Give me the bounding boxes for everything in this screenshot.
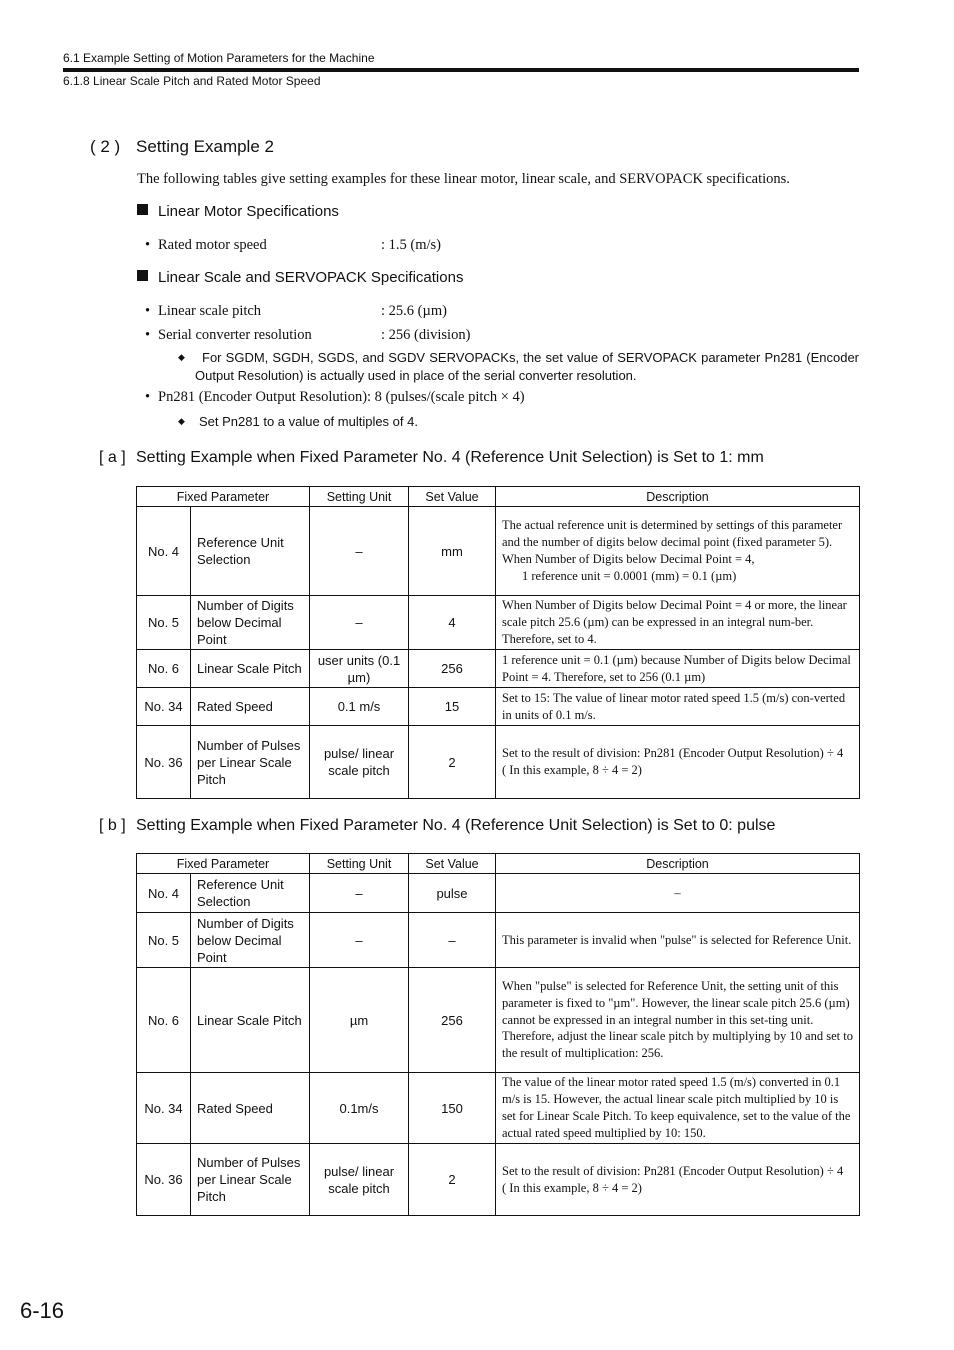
description-line: The actual reference unit is determined by settings of this parameter and the number of digits below decimal point (fixed parameter 5).: [502, 518, 843, 550]
description-cell: [496, 1144, 860, 1216]
spec-label: Serial converter resolution: [158, 327, 312, 343]
table-a-title: [99, 449, 764, 467]
description-cell: [496, 507, 860, 596]
motor-specs-heading-text: Linear Motor Specifications: [158, 203, 339, 220]
servopack-note: For SGDM, SGDH, SGDS, and SGDV SERVOPACKs, the set value of SERVOPACK parameter Pn281 (Encoder Output Resolution) is actually used in place of the serial converter resolution.: [195, 350, 859, 383]
table-row: [137, 726, 860, 799]
section-title: [90, 137, 274, 157]
spec-item-scale-pitch: [145, 303, 447, 320]
description-line: Set to the result of division: Pn281 (Encoder Output Resolution) ÷ 4: [502, 746, 844, 761]
param-number-cell: No. 36: [137, 726, 191, 799]
set-value-cell: –: [409, 913, 496, 968]
setting-unit-cell: user units (0.1 µm): [310, 650, 409, 688]
setting-unit-cell: –: [310, 507, 409, 596]
table-header-row: [137, 487, 860, 507]
running-header-section: 6.1 Example Setting of Motion Parameters for the Machine: [63, 51, 375, 65]
param-name-cell: Number of Pulses per Linear Scale Pitch: [191, 1144, 310, 1216]
table-row: [137, 1073, 860, 1144]
set-value-cell: 256: [409, 968, 496, 1073]
column-header-setting-unit: Setting Unit: [310, 854, 409, 874]
set-value-cell: 2: [409, 726, 496, 799]
header-rule: [63, 68, 859, 72]
spec-item-rated-speed: [145, 237, 441, 254]
spec-item-pn281: [145, 389, 525, 406]
description-line: –: [674, 885, 681, 900]
param-name-cell: Rated Speed: [191, 688, 310, 726]
description-line: This parameter is invalid when "pulse" is selected for Reference Unit.: [502, 932, 852, 947]
description-line: 1 reference unit = 0.0001 (mm) = 0.1 (µm): [522, 568, 737, 583]
description-cell: [496, 688, 860, 726]
column-header-fixed-parameter: Fixed Parameter: [137, 487, 310, 507]
spec-label: Rated motor speed: [158, 237, 267, 253]
description-cell: [496, 596, 860, 650]
page-number: 6-16: [20, 1298, 65, 1323]
setting-unit-cell: pulse/ linear scale pitch: [310, 726, 409, 799]
spec-value: : 256 (division): [381, 327, 471, 343]
param-name-cell: Reference Unit Selection: [191, 507, 310, 596]
table-b-label: [ b ]: [99, 817, 126, 834]
description-cell: [496, 650, 860, 688]
param-name-cell: Number of Digits below Decimal Point: [191, 596, 310, 650]
set-value-cell: mm: [409, 507, 496, 596]
description-line: 1 reference unit = 0.1 (µm) because Number of Digits below Decimal Point = 4. Therefore, set to 256 (0.1 µm): [502, 652, 851, 684]
running-header-subsection: 6.1.8 Linear Scale Pitch and Rated Motor Speed: [63, 74, 321, 88]
diamond-bullet-icon: ◆: [178, 352, 185, 362]
spec-value: : 25.6 (µm): [381, 303, 447, 319]
pn281-text: Pn281 (Encoder Output Resolution): 8 (pulses/(scale pitch × 4): [158, 389, 525, 405]
description-line: ( In this example, 8 ÷ 4 = 2): [502, 1180, 642, 1195]
column-header-set-value: Set Value: [409, 854, 496, 874]
param-number-cell: No. 4: [137, 507, 191, 596]
param-name-cell: Number of Digits below Decimal Point: [191, 913, 310, 968]
spec-value: : 1.5 (m/s): [381, 237, 442, 253]
setting-unit-cell: 0.1m/s: [310, 1073, 409, 1144]
table-row: [137, 968, 860, 1073]
set-value-cell: 15: [409, 688, 496, 726]
bullet-icon: •: [145, 389, 151, 405]
table-b: [136, 853, 860, 1216]
param-number-cell: No. 6: [137, 968, 191, 1073]
set-value-cell: 150: [409, 1073, 496, 1144]
scale-specs-heading: [137, 269, 463, 286]
table-a-label: [ a ]: [99, 449, 126, 466]
bullet-icon: •: [145, 303, 151, 319]
table-row: [137, 913, 860, 968]
setting-unit-cell: –: [310, 874, 409, 913]
description-line: When Number of Digits below Decimal Point = 4,: [502, 552, 755, 566]
description-cell: [496, 1073, 860, 1144]
spec-item-converter-resolution: [145, 327, 470, 344]
column-header-set-value: Set Value: [409, 487, 496, 507]
param-number-cell: No. 5: [137, 596, 191, 650]
scale-specs-heading-text: Linear Scale and SERVOPACK Specifications: [158, 269, 464, 286]
pn281-note: Set Pn281 to a value of multiples of 4.: [199, 414, 418, 429]
column-header-setting-unit: Setting Unit: [310, 487, 409, 507]
description-line: Set to the result of division: Pn281 (Encoder Output Resolution) ÷ 4: [502, 1163, 844, 1178]
param-name-cell: Number of Pulses per Linear Scale Pitch: [191, 726, 310, 799]
description-cell: [496, 913, 860, 968]
param-name-cell: Rated Speed: [191, 1073, 310, 1144]
set-value-cell: 2: [409, 1144, 496, 1216]
setting-unit-cell: 0.1 m/s: [310, 688, 409, 726]
setting-unit-cell: µm: [310, 968, 409, 1073]
setting-unit-cell: –: [310, 596, 409, 650]
table-a-title-text: Setting Example when Fixed Parameter No. 4 (Reference Unit Selection) is Set to 1: mm: [136, 449, 764, 466]
table-b-title: [99, 817, 775, 835]
square-bullet-icon: [137, 270, 148, 281]
spec-label: Linear scale pitch: [158, 303, 262, 319]
square-bullet-icon: [137, 204, 148, 215]
param-number-cell: No. 4: [137, 874, 191, 913]
table-row: [137, 874, 860, 913]
intro-paragraph: The following tables give setting examples for these linear motor, linear scale, and SERVOPACK specifications.: [137, 171, 790, 187]
set-value-cell: 256: [409, 650, 496, 688]
column-header-description: Description: [496, 854, 860, 874]
column-header-fixed-parameter: Fixed Parameter: [137, 854, 310, 874]
table-row: [137, 650, 860, 688]
section-number: ( 2 ): [90, 137, 121, 156]
setting-unit-cell: pulse/ linear scale pitch: [310, 1144, 409, 1216]
motor-specs-heading: [137, 203, 339, 220]
set-value-cell: 4: [409, 596, 496, 650]
description-line: When Number of Digits below Decimal Point = 4 or more, the linear scale pitch 25.6 (µm) can be expressed in an integral num-ber. Therefore, set to 4.: [502, 598, 847, 646]
table-b-title-text: Setting Example when Fixed Parameter No. 4 (Reference Unit Selection) is Set to 0: pulse: [136, 817, 776, 834]
bullet-icon: •: [145, 237, 151, 253]
param-number-cell: No. 34: [137, 1073, 191, 1144]
bullet-icon: •: [145, 327, 151, 343]
table-header-row: [137, 854, 860, 874]
param-name-cell: Reference Unit Selection: [191, 874, 310, 913]
diamond-bullet-icon: ◆: [178, 416, 185, 426]
set-value-cell: pulse: [409, 874, 496, 913]
section-title-text: Setting Example 2: [136, 137, 274, 156]
setting-unit-cell: –: [310, 913, 409, 968]
description-line: When "pulse" is selected for Reference Unit, the setting unit of this parameter is fixed to "µm". However, the linear scale pitch 25.6 (µm) cannot be expressed in an integral number in this set-ting unit.: [502, 979, 850, 1027]
param-number-cell: No. 5: [137, 913, 191, 968]
description-line: The value of the linear motor rated speed 1.5 (m/s) converted in 0.1 m/s is 15. However, the actual linear scale pitch multiplied by 10 is set for Linear Scale Pitch. To keep equivalence, set to the value of the actual rated speed multiplied by 10: 150.: [502, 1075, 851, 1140]
description-cell: [496, 726, 860, 799]
param-number-cell: No. 6: [137, 650, 191, 688]
table-row: [137, 596, 860, 650]
table-a: [136, 486, 860, 799]
description-cell: [496, 968, 860, 1073]
param-name-cell: Linear Scale Pitch: [191, 968, 310, 1073]
description-line: Therefore, adjust the linear scale pitch by multiplying by 10 and set to the result of multiplication: 256.: [502, 1029, 853, 1061]
description-line: ( In this example, 8 ÷ 4 = 2): [502, 763, 642, 777]
column-header-description: Description: [496, 487, 860, 507]
description-line: Set to 15: The value of linear motor rated speed 1.5 (m/s) con-verted in units of 0.1 m/s.: [502, 690, 846, 722]
table-row: [137, 688, 860, 726]
description-cell: [496, 874, 860, 913]
param-name-cell: Linear Scale Pitch: [191, 650, 310, 688]
param-number-cell: No. 36: [137, 1144, 191, 1216]
table-row: [137, 507, 860, 596]
table-row: [137, 1144, 860, 1216]
param-number-cell: No. 34: [137, 688, 191, 726]
